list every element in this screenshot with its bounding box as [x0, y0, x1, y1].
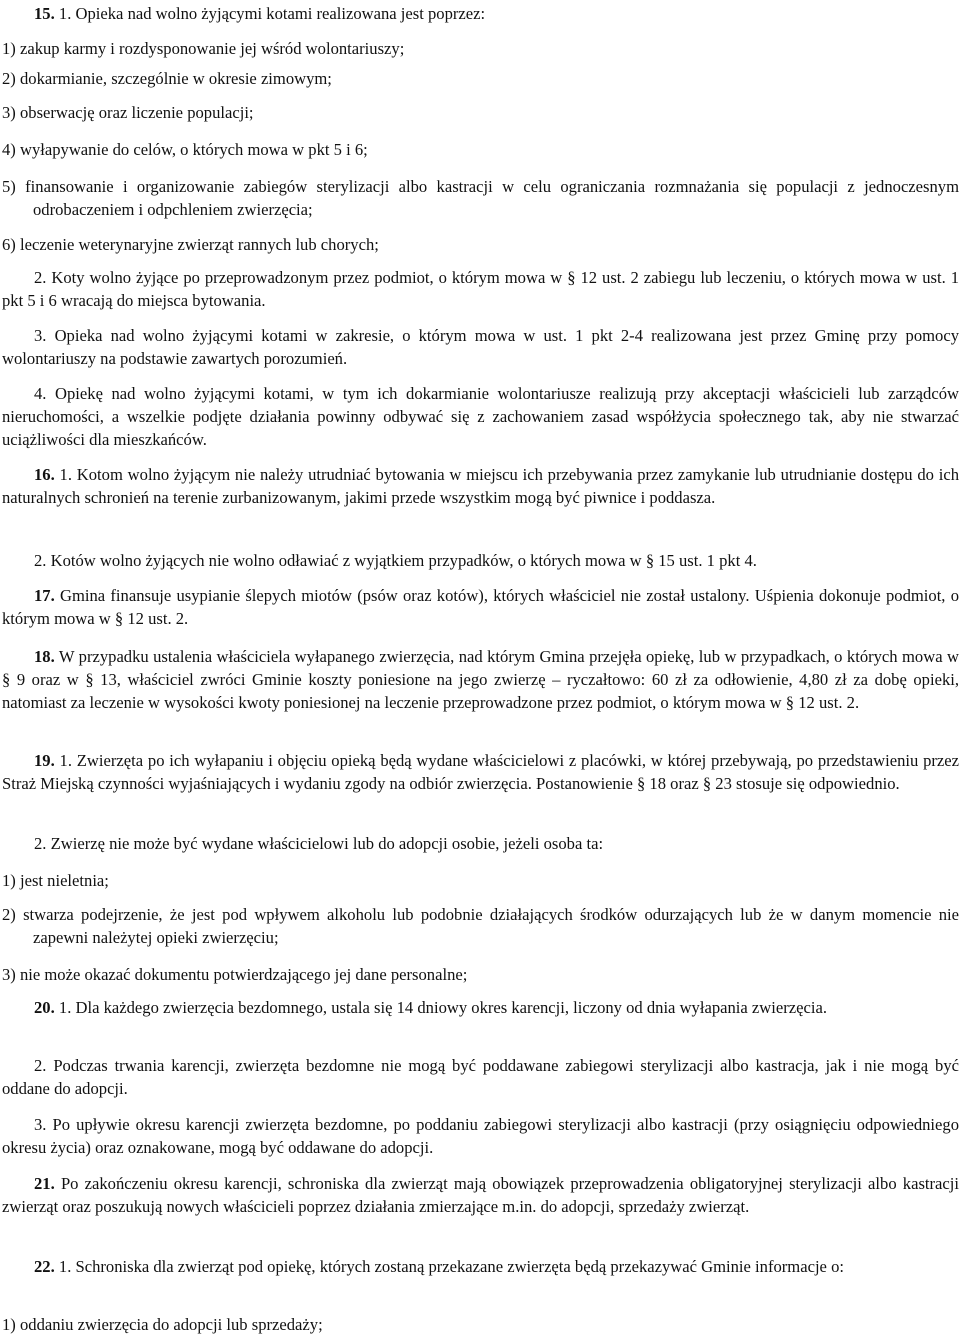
- paragraph-21: [2, 1172, 959, 1218]
- paragraph-text: W przypadku ustalenia właściciela wyłapanego zwierzęcia, nad którym Gmina przejęła opiekę, lub w przypadkach, o których mowa w § 9 oraz w § 13, właściciel zwróci Gminie koszty poniesione na jego zwierzę – ryczałtowo: 60 zł za odłowienie, 4,80 zł za dobę opieki, natomiast za leczenie w wysokości kwoty poniesionej na leczenie przeprowadzone przez podmiot, o którym mowa w § 12 ust. 2.: [2, 647, 959, 713]
- paragraph-text: Po zakończeniu okresu karencji, schroniska dla zwierząt mają obowiązek przeprowadzenia obligatoryjnej sterylizacji albo kastracji zwierząt oraz poszukują nowych właścicieli poprzez działania zmierzające m.in. do adopcji, sprzedaży zwierząt.: [2, 1174, 960, 1217]
- section-22-number: 22.: [34, 1257, 55, 1276]
- section-17-number: 17.: [34, 586, 55, 605]
- paragraph-15-3: [2, 324, 959, 370]
- paragraph-text: 3. Po upływie okresu karencji zwierzęta bezdomne, po poddaniu zabiegowi sterylizacji albo kastracji (przy osiągnięciu odpowiedniego okresu życia) oraz oznakowane, mogą być oddawane do adopcji.: [2, 1115, 959, 1158]
- paragraph-text: 1. Schroniska dla zwierząt pod opiekę, których zostaną przekazane zwierzęta będą przekazywać Gminie informacje o:: [58, 1257, 844, 1276]
- paragraph-text: 1. Kotom wolno żyjącym nie należy utrudniać bytowania w miejscu ich przebywania przez zamykanie lub utrudnianie dostępu do ich naturalnych schronień na terenie zurbanizowanym, jakimi przede wszystkim mogą być piwnice i poddasza.: [2, 465, 959, 508]
- paragraph-22-1: [2, 1255, 959, 1278]
- paragraph-text: 2. Kotów wolno żyjących nie wolno odławiać z wyjątkiem przypadków, o których mowa w § 15 ust. 1 pkt 4.: [34, 551, 757, 570]
- paragraph-19-1: [2, 749, 959, 795]
- paragraph-15-4: [2, 382, 959, 452]
- paragraph-17: [2, 584, 959, 630]
- paragraph-text: 1) zakup karmy i rozdysponowanie jej wśród wolontariuszy;: [2, 39, 405, 58]
- paragraph-text: 3) nie może okazać dokumentu potwierdzającego jej dane personalne;: [2, 965, 468, 984]
- paragraph-text: 2. Zwierzę nie może być wydane właścicielowi lub do adopcji osobie, jeżeli osoba ta:: [34, 834, 604, 853]
- list-item-19-3: [2, 963, 959, 986]
- paragraph-text: 1. Opieka nad wolno żyjącymi kotami realizowana jest poprzez:: [58, 4, 486, 23]
- list-item-4: [2, 138, 959, 161]
- paragraph-text: 5) finansowanie i organizowanie zabiegów sterylizacji albo kastracji w celu ograniczania rozmnażania się populacji z jednoczesnym odrobaczeniem i odpchleniem zwierzęcia;: [2, 177, 959, 220]
- paragraph-16-1: [2, 463, 959, 509]
- paragraph-text: 2. Podczas trwania karencji, zwierzęta bezdomne nie mogą być poddawane zabiegowi sterylizacji albo kastracja, jak i nie mogą być oddane do adopcji.: [2, 1056, 959, 1099]
- section-18-number: 18.: [34, 647, 55, 666]
- paragraph-19-2: [2, 832, 959, 855]
- section-21-number: 21.: [34, 1174, 55, 1193]
- list-item-3: [2, 101, 959, 124]
- paragraph-15-2: [2, 266, 959, 312]
- paragraph-text: 1) oddaniu zwierzęcia do adopcji lub sprzedaży;: [2, 1315, 323, 1334]
- paragraph-text: 6) leczenie weterynaryjne zwierząt rannych lub chorych;: [2, 235, 379, 254]
- paragraph-16-2: [2, 549, 959, 572]
- paragraph-20-3: [2, 1113, 959, 1159]
- list-item-19-1: [2, 869, 959, 892]
- paragraph-text: 1. Dla każdego zwierzęcia bezdomnego, ustala się 14 dniowy okres karencji, liczony od dnia wyłapania zwierzęcia.: [58, 998, 827, 1017]
- list-item-19-2: [2, 903, 959, 949]
- list-item-2: [2, 67, 959, 90]
- paragraph-18: [2, 645, 959, 715]
- list-item-1: [2, 37, 959, 60]
- paragraph-text: 4. Opiekę nad wolno żyjącymi kotami, w tym ich dokarmianie wolontariusze realizują przy akceptacji właścicieli lub zarządców nieruchomości, a wszelkie podjęte działania powinny odbywać się z zachowaniem zasad współżycia społecznego tak, aby nie stwarzać uciążliwości dla mieszkańców.: [2, 384, 959, 450]
- paragraph-text: 1. Zwierzęta po ich wyłapaniu i objęciu opieką będą wydane właścicielowi z placówki, w której przebywają, po przedstawieniu przez Straż Miejską czynności wyjaśniających i wydaniu zgody na odbiór zwierzęcia. Postanowienie § 18 oraz § 23 stosuje się odpowiednio.: [2, 751, 959, 794]
- paragraph-text: 2) stwarza podejrzenie, że jest pod wpływem alkoholu lub podobnie działających środków odurzających lub że w danym momencie nie zapewni należytej opieki zwierzęciu;: [2, 905, 959, 948]
- paragraph-text: 2. Koty wolno żyjące po przeprowadzonym przez podmiot, o którym mowa w § 12 ust. 2 zabiegu lub leczeniu, o których mowa w ust. 1 pkt 5 i 6 wracają do miejsca bytowania.: [2, 268, 959, 311]
- list-item-22-1: [2, 1313, 959, 1336]
- paragraph-20-1: [2, 996, 959, 1019]
- paragraph-text: 2) dokarmianie, szczególnie w okresie zimowym;: [2, 69, 332, 88]
- paragraph-text: 3) obserwację oraz liczenie populacji;: [2, 103, 254, 122]
- paragraph-text: Gmina finansuje usypianie ślepych miotów (psów oraz kotów), których właściciel nie został ustalony. Uśpienia dokonuje podmiot, o którym mowa w § 12 ust. 2.: [2, 586, 959, 629]
- list-item-5: [2, 175, 959, 221]
- paragraph-text: 1) jest nieletnia;: [2, 871, 109, 890]
- list-item-6: [2, 233, 959, 256]
- paragraph-text: 4) wyłapywanie do celów, o których mowa w pkt 5 i 6;: [2, 140, 368, 159]
- section-20-number: 20.: [34, 998, 55, 1017]
- section-16-number: 16.: [34, 465, 55, 484]
- section-15-number: 15.: [34, 4, 55, 23]
- section-19-number: 19.: [34, 751, 55, 770]
- paragraph-15-1: [2, 2, 959, 25]
- paragraph-text: 3. Opieka nad wolno żyjącymi kotami w zakresie, o którym mowa w ust. 1 pkt 2-4 realizowana jest przez Gminę przy pomocy wolontariuszy na podstawie zawartych porozumień.: [2, 326, 959, 369]
- paragraph-20-2: [2, 1054, 959, 1100]
